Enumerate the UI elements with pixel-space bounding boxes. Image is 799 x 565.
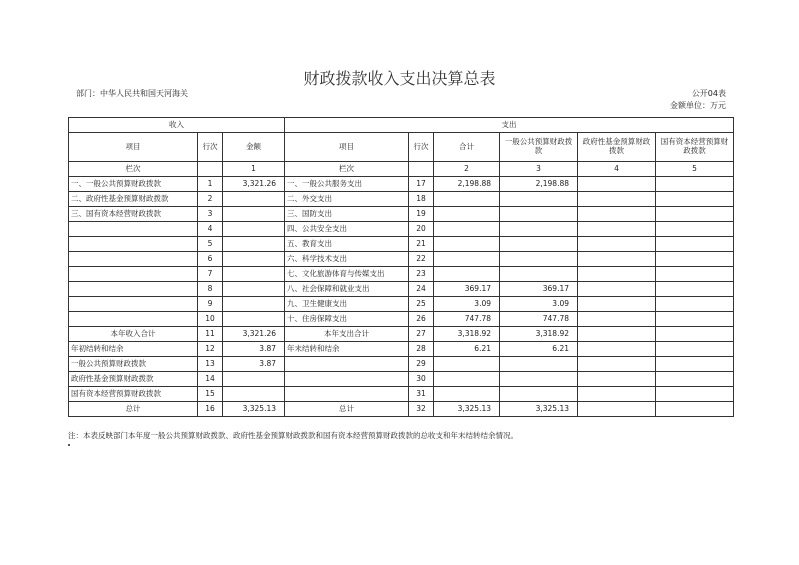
state-capital-amount-cell <box>656 357 734 372</box>
income-line-cell: 9 <box>198 297 223 312</box>
state-capital-amount-cell <box>656 342 734 357</box>
income-amount-header: 金额 <box>223 133 285 162</box>
income-item-cell <box>69 252 198 267</box>
expense-line-cell: 32 <box>409 402 434 417</box>
gov-fund-amount-cell <box>578 177 656 192</box>
expense-item-cell: 六、科学技术支出 <box>285 252 409 267</box>
gov-fund-amount-cell <box>578 357 656 372</box>
state-capital-amount-cell <box>656 267 734 282</box>
total-amount-cell: 3,325.13 <box>434 402 500 417</box>
state-capital-amount-cell <box>656 327 734 342</box>
table-row <box>69 342 734 357</box>
state-capital-amount-cell <box>656 387 734 402</box>
gov-fund-amount-cell <box>578 402 656 417</box>
gov-fund-amount-cell <box>578 252 656 267</box>
income-amount-cell <box>223 237 285 252</box>
general-budget-amount-cell <box>500 372 578 387</box>
total-amount-cell: 369.17 <box>434 282 500 297</box>
income-amount-cell <box>223 252 285 267</box>
total-amount-cell <box>434 372 500 387</box>
income-item-cell: 二、政府性基金预算财政拨款 <box>69 192 198 207</box>
total-amount-cell <box>434 387 500 402</box>
income-amount-cell <box>223 297 285 312</box>
income-line-cell: 2 <box>198 192 223 207</box>
expense-line-cell: 30 <box>409 372 434 387</box>
state-capital-header: 国有资本经营预算财政拨款 <box>656 133 734 162</box>
total-amount-cell <box>434 192 500 207</box>
general-budget-amount-cell: 3,318.92 <box>500 327 578 342</box>
income-amount-cell: 3.87 <box>223 357 285 372</box>
footnote: 注：本表反映部门本年度一般公共预算财政拨款、政府性基金预算财政拨款和国有资本经营预算财政拨款的总收支和年末结转结余情况。 <box>68 431 518 440</box>
gov-fund-amount-cell <box>578 312 656 327</box>
income-line-cell: 16 <box>198 402 223 417</box>
expense-line-cell: 22 <box>409 252 434 267</box>
income-line-cell: 6 <box>198 252 223 267</box>
state-capital-amount-cell <box>656 312 734 327</box>
expense-line-cell: 17 <box>409 177 434 192</box>
col-blank <box>198 162 223 177</box>
general-budget-amount-cell <box>500 387 578 402</box>
total-amount-cell <box>434 252 500 267</box>
general-budget-header: 一般公共预算财政拨款 <box>500 133 578 162</box>
income-line-cell: 1 <box>198 177 223 192</box>
expense-line-cell: 27 <box>409 327 434 342</box>
table-row <box>69 357 734 372</box>
total-amount-cell <box>434 207 500 222</box>
state-capital-amount-cell <box>656 237 734 252</box>
income-line-cell: 14 <box>198 372 223 387</box>
income-amount-cell <box>223 387 285 402</box>
income-item-cell <box>69 297 198 312</box>
col-blank-2 <box>409 162 434 177</box>
income-amount-cell <box>223 372 285 387</box>
general-budget-amount-cell <box>500 252 578 267</box>
income-amount-cell <box>223 222 285 237</box>
income-line-cell: 13 <box>198 357 223 372</box>
expense-item-cell: 五、教育支出 <box>285 237 409 252</box>
expense-line-cell: 19 <box>409 207 434 222</box>
expense-item-cell: 十、住房保障支出 <box>285 312 409 327</box>
general-budget-amount-cell <box>500 222 578 237</box>
col-4: 4 <box>578 162 656 177</box>
table-row <box>69 387 734 402</box>
state-capital-amount-cell <box>656 222 734 237</box>
income-line-cell: 8 <box>198 282 223 297</box>
income-amount-cell <box>223 207 285 222</box>
general-budget-amount-cell <box>500 192 578 207</box>
expense-header: 支出 <box>285 118 734 133</box>
expense-item-cell: 年末结转和结余 <box>285 342 409 357</box>
general-budget-amount-cell <box>500 207 578 222</box>
gov-fund-amount-cell <box>578 342 656 357</box>
gov-fund-amount-cell <box>578 267 656 282</box>
total-amount-cell <box>434 237 500 252</box>
table-row <box>69 297 734 312</box>
general-budget-amount-cell <box>500 237 578 252</box>
state-capital-amount-cell <box>656 297 734 312</box>
general-budget-amount-cell <box>500 267 578 282</box>
income-line-cell: 5 <box>198 237 223 252</box>
expense-item-cell: 三、国防支出 <box>285 207 409 222</box>
state-capital-amount-cell <box>656 192 734 207</box>
gov-fund-amount-cell <box>578 222 656 237</box>
table-row <box>69 192 734 207</box>
expense-item-cell: 九、卫生健康支出 <box>285 297 409 312</box>
amount-unit: 金额单位：万元 <box>670 101 726 110</box>
income-item-cell: 本年收入合计 <box>69 327 198 342</box>
income-item-cell <box>69 237 198 252</box>
total-amount-cell: 3,318.92 <box>434 327 500 342</box>
state-capital-amount-cell <box>656 402 734 417</box>
expense-line-cell: 18 <box>409 192 434 207</box>
expense-item-cell: 七、文化旅游体育与传媒支出 <box>285 267 409 282</box>
total-amount-cell: 3.09 <box>434 297 500 312</box>
table-row <box>69 177 734 192</box>
expense-item-cell: 本年支出合计 <box>285 327 409 342</box>
income-line-cell: 3 <box>198 207 223 222</box>
expense-line-cell: 21 <box>409 237 434 252</box>
general-budget-amount-cell: 369.17 <box>500 282 578 297</box>
budget-summary-table <box>68 117 734 417</box>
income-amount-cell <box>223 267 285 282</box>
gov-fund-header: 政府性基金预算财政拨款 <box>578 133 656 162</box>
income-item-cell <box>69 222 198 237</box>
income-amount-cell: 3,321.26 <box>223 327 285 342</box>
col-2: 2 <box>434 162 500 177</box>
expense-item-cell <box>285 387 409 402</box>
expense-item-header: 项目 <box>285 133 409 162</box>
income-item-cell: 一般公共预算财政拨款 <box>69 357 198 372</box>
table-row <box>69 327 734 342</box>
table-row <box>69 402 734 417</box>
expense-line-cell: 25 <box>409 297 434 312</box>
table-row <box>69 312 734 327</box>
income-item-cell: 国有资本经营预算财政拨款 <box>69 387 198 402</box>
state-capital-amount-cell <box>656 282 734 297</box>
income-amount-cell <box>223 312 285 327</box>
income-amount-cell: 3,321.26 <box>223 177 285 192</box>
income-item-cell <box>69 282 198 297</box>
gov-fund-amount-cell <box>578 372 656 387</box>
total-amount-cell <box>434 357 500 372</box>
income-item-cell: 政府性基金预算财政拨款 <box>69 372 198 387</box>
state-capital-amount-cell <box>656 372 734 387</box>
income-line-cell: 15 <box>198 387 223 402</box>
general-budget-amount-cell: 6.21 <box>500 342 578 357</box>
total-amount-cell: 2,198.88 <box>434 177 500 192</box>
total-header: 合计 <box>434 133 500 162</box>
income-line-cell: 11 <box>198 327 223 342</box>
form-number: 公开04表 <box>691 89 726 98</box>
page-title: 财政拨款收入支出决算总表 <box>303 69 496 88</box>
expense-line-cell: 29 <box>409 357 434 372</box>
gov-fund-amount-cell <box>578 237 656 252</box>
total-amount-cell <box>434 222 500 237</box>
table-row <box>69 372 734 387</box>
column-number-row <box>69 162 734 177</box>
department-label: 部门：中华人民共和国天河海关 <box>76 89 188 98</box>
expense-item-cell: 四、公共安全支出 <box>285 222 409 237</box>
income-item-cell <box>69 312 198 327</box>
expense-line-cell: 20 <box>409 222 434 237</box>
col-1: 1 <box>223 162 285 177</box>
income-line-cell: 7 <box>198 267 223 282</box>
expense-line-cell: 24 <box>409 282 434 297</box>
income-item-cell: 三、国有资本经营财政拨款 <box>69 207 198 222</box>
expense-item-cell: 总计 <box>285 402 409 417</box>
income-item-cell: 一、一般公共预算财政拨款 <box>69 177 198 192</box>
table-row <box>69 282 734 297</box>
income-amount-cell <box>223 282 285 297</box>
income-item-cell: 年初结转和结余 <box>69 342 198 357</box>
expense-line-header: 行次 <box>409 133 434 162</box>
income-amount-cell <box>223 192 285 207</box>
table-row <box>69 237 734 252</box>
expense-line-cell: 26 <box>409 312 434 327</box>
income-amount-cell: 3,325.13 <box>223 402 285 417</box>
gov-fund-amount-cell <box>578 282 656 297</box>
column-header-row <box>69 133 734 162</box>
general-budget-amount-cell: 747.78 <box>500 312 578 327</box>
col-5: 5 <box>656 162 734 177</box>
income-line-cell: 4 <box>198 222 223 237</box>
income-line-cell: 12 <box>198 342 223 357</box>
section-header-row <box>69 118 734 133</box>
col-3: 3 <box>500 162 578 177</box>
table-row <box>69 252 734 267</box>
gov-fund-amount-cell <box>578 387 656 402</box>
state-capital-amount-cell <box>656 207 734 222</box>
income-item-cell: 总计 <box>69 402 198 417</box>
table-row <box>69 207 734 222</box>
state-capital-amount-cell <box>656 252 734 267</box>
expense-item-cell: 一、一般公共服务支出 <box>285 177 409 192</box>
income-line-header: 行次 <box>198 133 223 162</box>
general-budget-amount-cell: 2,198.88 <box>500 177 578 192</box>
table-row <box>69 267 734 282</box>
dot-mark <box>68 444 70 446</box>
income-item-header: 项目 <box>69 133 198 162</box>
expense-item-cell <box>285 357 409 372</box>
expense-item-cell: 八、社会保障和就业支出 <box>285 282 409 297</box>
expense-line-cell: 31 <box>409 387 434 402</box>
gov-fund-amount-cell <box>578 297 656 312</box>
total-amount-cell: 747.78 <box>434 312 500 327</box>
general-budget-amount-cell: 3,325.13 <box>500 402 578 417</box>
col-label: 栏次 <box>69 162 198 177</box>
col-exp-label: 栏次 <box>285 162 409 177</box>
expense-line-cell: 28 <box>409 342 434 357</box>
gov-fund-amount-cell <box>578 192 656 207</box>
table-row <box>69 222 734 237</box>
income-amount-cell: 3.87 <box>223 342 285 357</box>
gov-fund-amount-cell <box>578 327 656 342</box>
total-amount-cell: 6.21 <box>434 342 500 357</box>
expense-line-cell: 23 <box>409 267 434 282</box>
general-budget-amount-cell: 3.09 <box>500 297 578 312</box>
general-budget-amount-cell <box>500 357 578 372</box>
income-line-cell: 10 <box>198 312 223 327</box>
income-header: 收入 <box>69 118 285 133</box>
expense-item-cell: 二、外交支出 <box>285 192 409 207</box>
state-capital-amount-cell <box>656 177 734 192</box>
total-amount-cell <box>434 267 500 282</box>
gov-fund-amount-cell <box>578 207 656 222</box>
expense-item-cell <box>285 372 409 387</box>
income-item-cell <box>69 267 198 282</box>
